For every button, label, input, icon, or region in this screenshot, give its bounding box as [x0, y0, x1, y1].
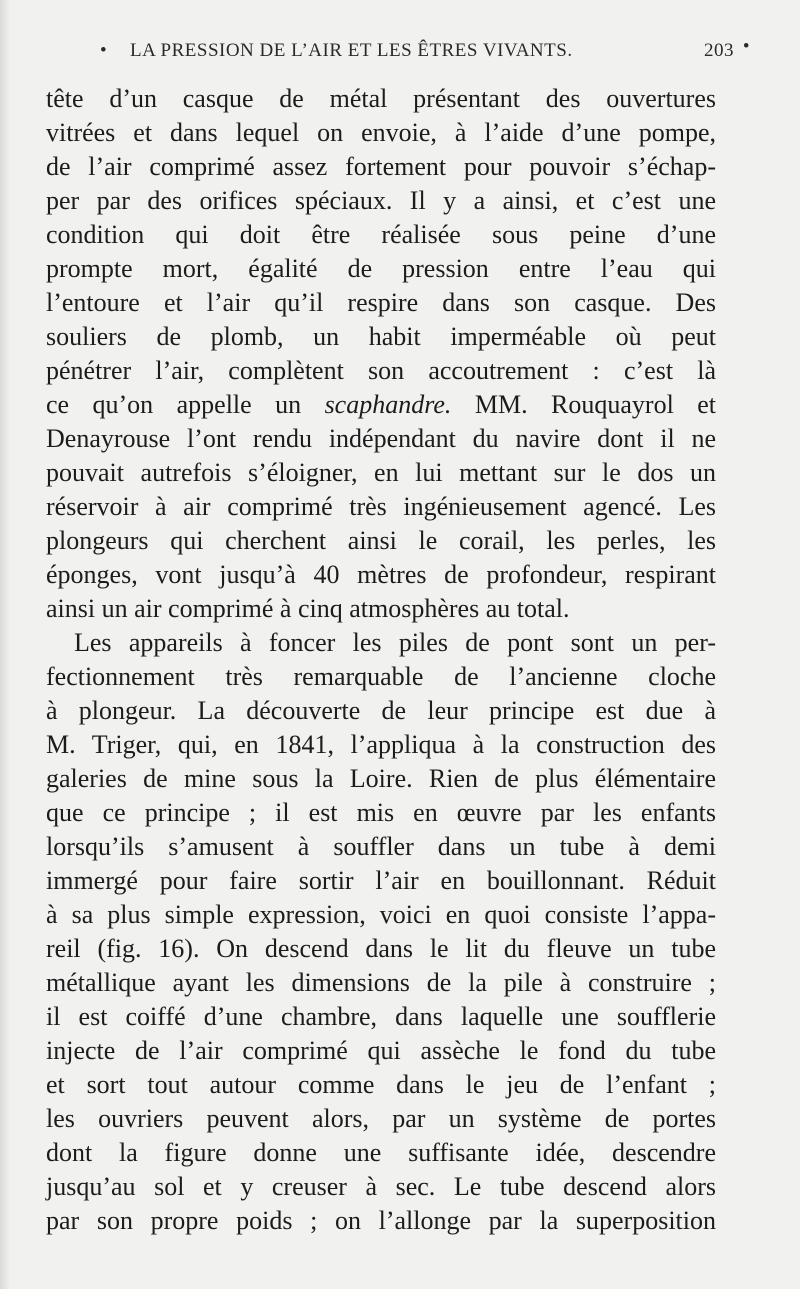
- header-mark-left: •: [100, 40, 108, 61]
- text-segment: ce qu’on appelle un: [46, 390, 302, 419]
- text-line: fectionnement très remarquable de l’ancienne cloche: [46, 662, 716, 691]
- running-title: LA PRESSION DE L’AIR ET LES ÊTRES VIVANTS.: [130, 40, 573, 61]
- text-line: pouvait autrefois s’éloigner, en lui mettant sur le dos un: [46, 458, 716, 487]
- text-line: M. Triger, qui, en 1841, l’appliqua à la construction des: [46, 730, 716, 759]
- text-line: Les appareils à foncer les piles de pont sont un per-: [74, 628, 716, 657]
- text-line: éponges, vont jusqu’à 40 mètres de profondeur, respirant: [46, 560, 716, 589]
- text-line: et sort tout autour comme dans le jeu de l’enfant ;: [46, 1070, 716, 1099]
- text-line: lorsqu’ils s’amusent à souffler dans un tube à demi: [46, 832, 716, 861]
- text-line: injecte de l’air comprimé qui assèche le fond du tube: [46, 1036, 716, 1065]
- text-line-with-italic: [46, 388, 716, 422]
- page-number: 203: [704, 40, 734, 61]
- text-line: vitrées et dans lequel on envoie, à l’aide d’une pompe,: [46, 118, 716, 147]
- text-line: immergé pour faire sortir l’air en bouillonnant. Réduit: [46, 866, 716, 895]
- italic-term: scaphandre.: [324, 390, 452, 419]
- text-line: l’entoure et l’air qu’il respire dans son casque. Des: [46, 288, 716, 317]
- text-line: per par des orifices spéciaux. Il y a ainsi, et c’est une: [46, 186, 716, 215]
- text-line: galeries de mine sous la Loire. Rien de plus élémentaire: [46, 764, 716, 793]
- text-line: dont la figure donne une suffisante idée, descendre: [46, 1138, 716, 1167]
- text-line: à plongeur. La découverte de leur principe est due à: [46, 696, 716, 725]
- text-line: à sa plus simple expression, voici en quoi consiste l’appa-: [46, 900, 716, 929]
- running-header: [90, 36, 750, 66]
- header-mark-right: •: [742, 36, 750, 57]
- text-line: reil (fig. 16). On descend dans le lit du fleuve un tube: [46, 934, 716, 963]
- text-line: jusqu’au sol et y creuser à sec. Le tube descend alors: [46, 1172, 716, 1201]
- text-line: réservoir à air comprimé très ingénieusement agencé. Les: [46, 492, 716, 521]
- text-line: souliers de plomb, un habit imperméable où peut: [46, 322, 716, 351]
- text-line: tête d’un casque de métal présentant des ouvertures: [46, 84, 716, 113]
- paragraph-continued: [46, 82, 716, 626]
- text-line: prompte mort, égalité de pression entre l’eau qui: [46, 254, 716, 283]
- text-line: les ouvriers peuvent alors, par un système de portes: [46, 1104, 716, 1133]
- text-line: de l’air comprimé assez fortement pour pouvoir s’échap-: [46, 152, 716, 181]
- text-line: par son propre poids ; on l’allonge par la superposition: [46, 1206, 716, 1235]
- text-line: que ce principe ; il est mis en œuvre par les enfants: [46, 798, 716, 827]
- text-line: pénétrer l’air, complètent son accoutrement : c’est là: [46, 356, 716, 385]
- text-line: métallique ayant les dimensions de la pile à construire ;: [46, 968, 716, 997]
- text-line: il est coiffé d’une chambre, dans laquelle une soufflerie: [46, 1002, 716, 1031]
- text-line: Denayrouse l’ont rendu indépendant du navire dont il ne: [46, 424, 716, 453]
- paragraph: [46, 626, 716, 1238]
- text-line: condition qui doit être réalisée sous peine d’une: [46, 220, 716, 249]
- text-line: ainsi un air comprimé à cinq atmosphères au total.: [46, 594, 570, 623]
- text-line: plongeurs qui cherchent ainsi le corail, les perles, les: [46, 526, 716, 555]
- body-text: [46, 82, 716, 1238]
- page-edge-shadow: [0, 0, 10, 1289]
- text-segment: MM. Rouquayrol et: [474, 390, 716, 419]
